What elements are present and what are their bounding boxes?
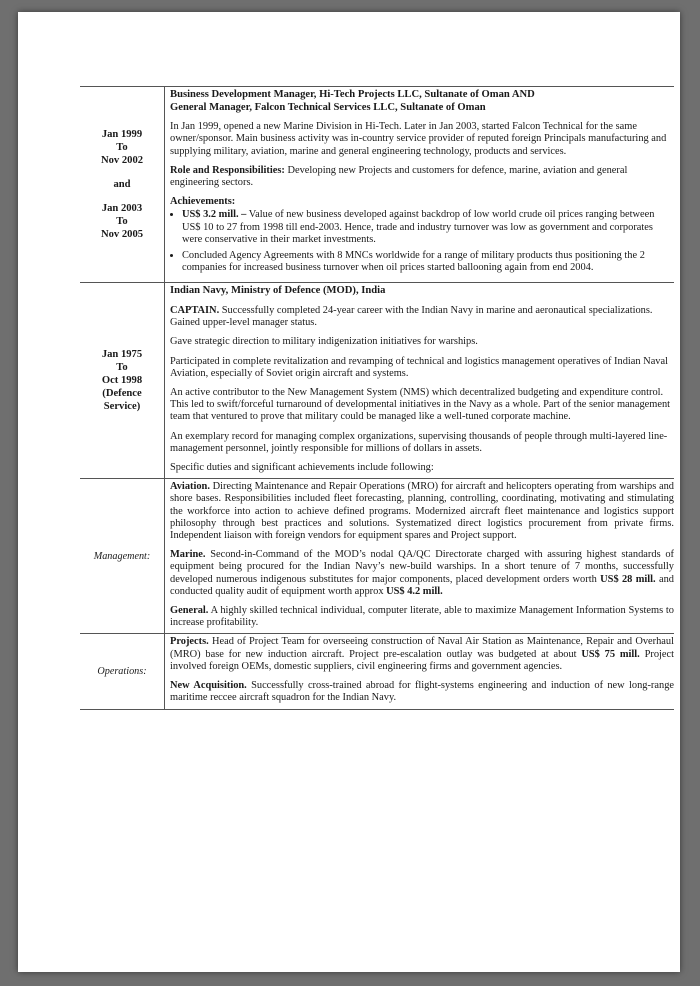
- details-column-operations: [165, 634, 674, 708]
- general-text: A highly skilled technical individual, computer literate, able to maximize Management Information Systems to increase profitability.: [170, 605, 674, 629]
- date-to: To: [116, 362, 128, 374]
- experience-table: [80, 86, 674, 710]
- captain-text: Successfully completed 24-year career with the Indian Navy in marine and aeronautical specializations. Gained upper-level manager status.: [170, 305, 653, 329]
- date-and: and: [113, 179, 131, 191]
- marine-amount: US$ 28 mill.: [600, 573, 656, 585]
- date-end: Oct 1998: [101, 375, 143, 387]
- date-start: Jan 1975: [101, 349, 143, 361]
- aviation-paragraph: [170, 481, 674, 542]
- date-start: Jan 1999: [101, 129, 143, 141]
- projects-label: Projects.: [170, 636, 209, 648]
- projects-paragraph: [170, 636, 674, 673]
- general-label: General.: [170, 605, 209, 617]
- experience-row-management: [80, 479, 674, 634]
- marine-text: Second-in-Command of the MOD’s nodal QA/QC Directorate charged with assuring highest standards of equipment being procured for the Indian Navy’s new-build warships. In a short tenure of 7 months, successfully developed numerous indigenous substitutes for major components, placed development orders worth: [170, 549, 674, 585]
- details-column-hitech: [165, 87, 674, 282]
- aviation-label: Aviation.: [170, 481, 210, 493]
- role-label: Role and Responsibilities:: [170, 164, 285, 176]
- experience-row-navy: [80, 283, 674, 479]
- organization-title: Indian Navy, Ministry of Defence (MOD), India: [170, 285, 386, 297]
- resume-page: [18, 12, 680, 972]
- achievements-list: [170, 209, 674, 274]
- date-to: To: [116, 142, 128, 154]
- service-type-line-2: Service): [103, 401, 141, 413]
- date-column-navy: [80, 283, 165, 478]
- date-start-2: Jan 2003: [101, 203, 143, 215]
- company-intro: In Jan 1999, opened a new Marine Division in Hi-Tech. Later in Jan 2003, started Falcon Technical for the same owner/sponsor. Main business activity was in-country service provider of reputed foreign Principals manufacturing and supplying military, aviation, marine and general engineering technology, products and services.: [170, 121, 667, 157]
- date-end-2: Nov 2005: [100, 229, 144, 241]
- date-to-2: To: [116, 216, 128, 228]
- navy-paragraph: An exemplary record for managing complex organizations, supervising thousands of people through multi-layered line-management personnel, jointly responsible for millions of dollars in assets.: [170, 430, 668, 454]
- acquisition-text: Successfully cross-trained abroad for flight-systems engineering and induction of new long-range maritime reccee aircraft squadron for the Indian Navy.: [170, 680, 674, 704]
- service-type-line-1: (Defence: [102, 388, 142, 400]
- projects-text: Project involved foreign OEMs, domestic suppliers, civil engineering firms and government agencies.: [170, 648, 675, 672]
- navy-paragraph: Specific duties and significant achievements include following:: [170, 462, 434, 474]
- achievement-item: [182, 209, 674, 246]
- details-column-navy: [165, 283, 674, 478]
- acquisition-label: New Acquisition.: [170, 680, 247, 692]
- projects-text: Head of Project Team for overseeing construction of Naval Air Station as Maintenance, Repair and Overhaul (MRO) base for new induction aircraft. Project pre-escalation outlay was budgeted at about: [170, 636, 674, 660]
- captain-paragraph: [170, 305, 674, 329]
- date-column-hitech: [80, 87, 165, 282]
- navy-paragraph: An active contributor to the New Management System (NMS) which decentralized budgeting and expenditure control. This led to swift/forceful turnaround of developmental initiatives in the Navy as a whole. Part of the senior management team that ventured to prove that military could be managed like a well-tuned corporate machine.: [170, 387, 671, 423]
- marine-amount: US$ 4.2 mill.: [386, 585, 443, 597]
- achievements-label: Achievements:: [170, 196, 236, 208]
- section-label-management: Management:: [80, 479, 165, 633]
- job-title: [170, 89, 674, 114]
- achievement-value: US$ 3.2 mill. –: [182, 209, 247, 221]
- general-paragraph: [170, 605, 674, 629]
- marine-label: Marine.: [170, 549, 206, 561]
- experience-row-hitech: [80, 86, 674, 283]
- acquisition-paragraph: [170, 680, 674, 704]
- date-end: Nov 2002: [100, 155, 144, 167]
- marine-text: and conducted quality audit of equipment worth approx: [170, 573, 674, 597]
- job-title-line-1: Business Development Manager, Hi-Tech Projects LLC, Sultanate of Oman AND: [170, 89, 535, 100]
- role-paragraph: [170, 165, 674, 189]
- details-column-management: [165, 479, 674, 633]
- experience-row-operations: [80, 634, 674, 709]
- rank-label: CAPTAIN.: [170, 305, 220, 317]
- navy-paragraph: Participated in complete revitalization and revamping of technical and logistics management operatives of Indian Naval Aviation, especially of Soviet origin aircraft and systems.: [170, 355, 668, 379]
- projects-amount: US$ 75 mill.: [581, 648, 640, 660]
- achievement-text: Value of new business developed against backdrop of low world crude oil prices ranging between US$ 10 to 27 from 1998 till end-2003. Hence, trade and industry turnover was low as government and corporates were conservative in their market investments.: [182, 209, 655, 245]
- aviation-text: Directing Maintenance and Repair Operations (MRO) for aircraft and helicopters operating from warships and shore bases. Responsibilities included fleet forecasting, planning, controlling, coordinating, motivating and stimulating the workforce into action to achieve defined programs. Modernized aircraft fleet maintenance and logistics support philosophy through best practices and solutions. Systematized direct logistics procurement from private firms. Independent liaison with foreign vendors for equipment spares and Project support.: [170, 481, 674, 542]
- section-label-operations: Operations:: [80, 634, 165, 708]
- achievement-item: [182, 250, 674, 274]
- navy-paragraph: Gave strategic direction to military indigenization initiatives for warships.: [170, 336, 478, 348]
- job-title-line-2: General Manager, Falcon Technical Services LLC, Sultanate of Oman: [170, 101, 486, 113]
- role-text: Developing new Projects and customers for defence, marine, aviation and general engineering sectors.: [170, 164, 628, 188]
- marine-paragraph: [170, 549, 674, 598]
- achievement-text: Concluded Agency Agreements with 8 MNCs worldwide for a range of military products thus positioning the 2 companies for increased business turnover when oil prices started ballooning again from end 2004.: [182, 250, 645, 274]
